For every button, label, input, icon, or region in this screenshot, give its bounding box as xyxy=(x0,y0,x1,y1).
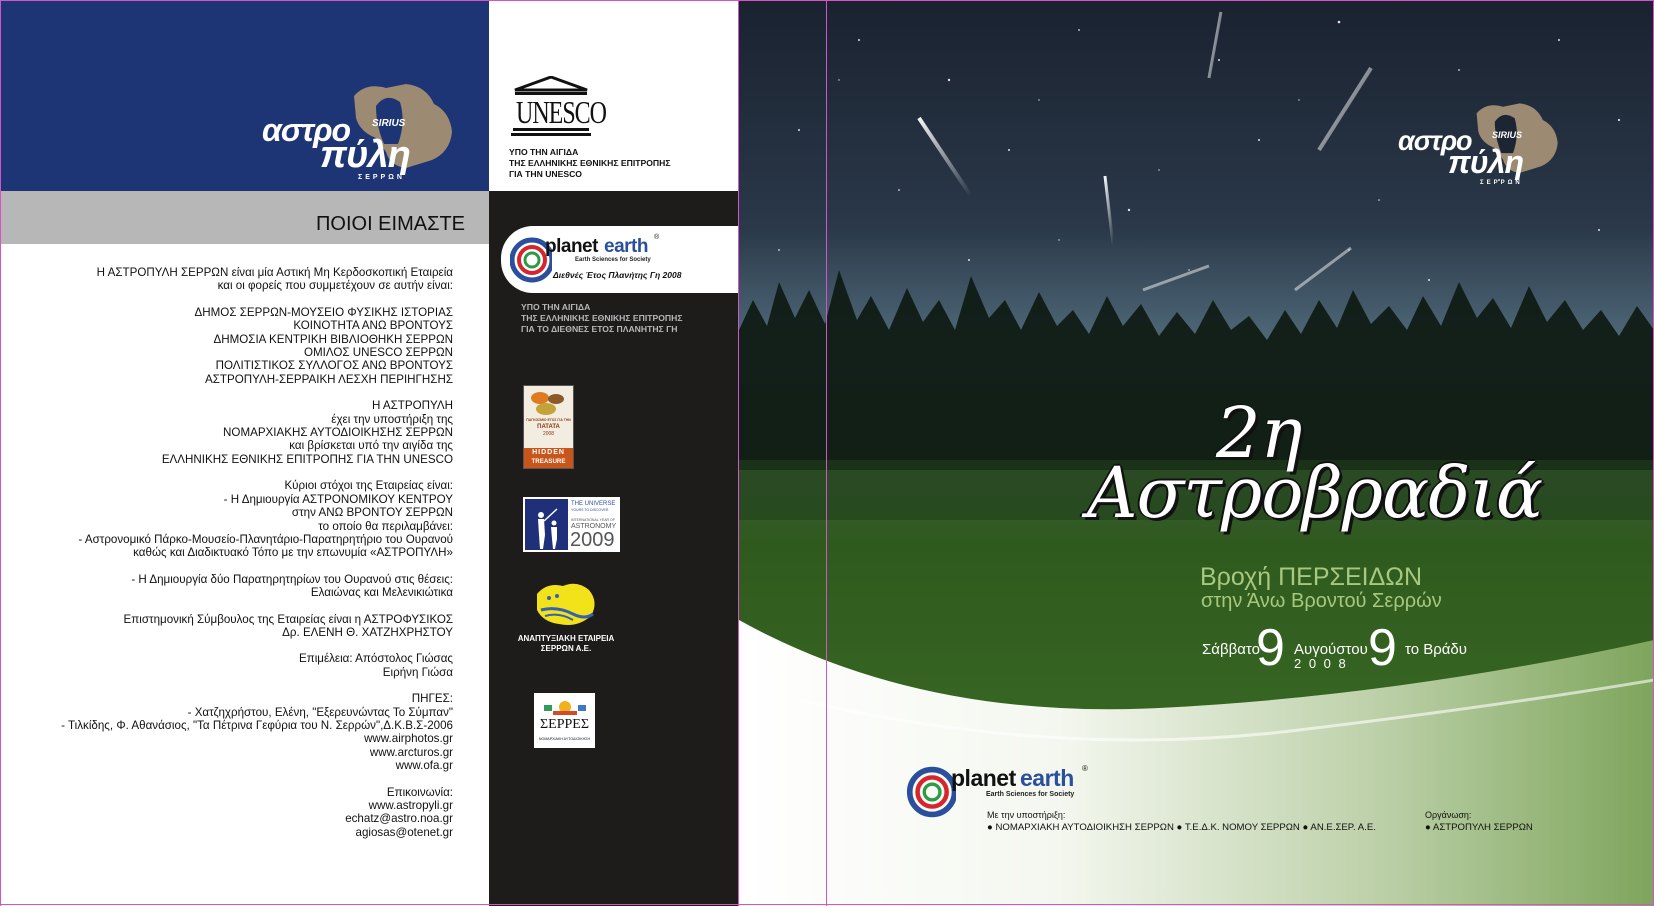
support-label: Με την υποστήριξη: xyxy=(987,810,1066,820)
organizer-label: Οργάνωση: xyxy=(1425,810,1472,820)
planetearth-reg: ® xyxy=(654,234,660,241)
development-company-caption: ΑΝΑΠΤΥΞΙΑΚΗ ΕΤΑΙΡΕΙΑ ΣΕΡΡΩΝ Α.Ε. xyxy=(517,634,615,653)
event-title-ordinal: 2η xyxy=(1216,392,1303,474)
organizer-name: ● ΑΣΤΡΟΠΥΛΗ ΣΕΡΡΩΝ xyxy=(1425,822,1533,833)
potato-treasure: TREASURE xyxy=(531,458,566,465)
logo-star-label: SIRIUS xyxy=(372,118,406,129)
planetearth-card xyxy=(501,226,738,293)
iya-line2: YOURS TO DISCOVER xyxy=(571,508,609,512)
event-location: στην Άνω Βροντού Σερρών xyxy=(1201,590,1442,612)
potato-year-logo xyxy=(523,385,574,469)
contact-paragraph: Επικοινωνία: www.astropyli.gr echatz@astro.noa.gr agiosas@otenet.gr xyxy=(345,785,453,839)
about-text-block xyxy=(0,266,453,852)
who-we-are-heading: ΠΟΙΟΙ ΕΙΜΑΣΤΕ xyxy=(315,213,465,235)
iya-line3: INTERNATIONAL YEAR OF xyxy=(571,518,615,522)
about-paragraph: Επιμέλεια: Απόστολος Γιώσας Ειρήνη Γιώσα xyxy=(298,652,453,679)
astropyli-logo-cover xyxy=(1398,100,1568,190)
planetearth-rings-icon xyxy=(906,764,956,820)
potato-hidden: HIDDEN xyxy=(532,449,565,456)
planetearth-word2: earth xyxy=(604,236,648,257)
unesco-caption: ΥΠΟ ΤΗΝ ΑΙΓΙΔΑ ΤΗΣ ΕΛΛΗΝΙΚΗΣ ΕΘΝΙΚΗΣ ΕΠΙΤΡΟΠΗΣ ΓΙΑ ΤΗΝ UNESCO xyxy=(509,147,671,179)
iya-line1: THE UNIVERSE xyxy=(571,501,616,507)
planetearth-caption: ΥΠΟ ΤΗΝ ΑΙΓΙΔΑ ΤΗΣ ΕΛΛΗΝΙΚΗΣ ΕΘΝΙΚΗΣ ΕΠΙΤΡΟΠΗΣ ΓΙΑ ΤΟ ΔΙΕΘΝΕΣ ΕΤΟΣ ΠΛΑΝΗΤΗΣ ΓΗ xyxy=(521,302,683,334)
about-paragraph: ΔΗΜΟΣ ΣΕΡΡΩΝ-ΜΟΥΣΕΙΟ ΦΥΣΙΚΗΣ ΙΣΤΟΡΙΑΣ ΚΟΙΝΟΤΗΤΑ ΑΝΩ ΒΡΟΝΤΟΥΣ ΔΗΜΟΣΙΑ ΚΕΝΤΡΙΚΗ ΒΙΒΛΙΟΘΗΚΗ ΣΕΡΡΩΝ ΟΜΙΛΟΣ UNESCO ΣΕΡΡΩΝ ΠΟΛΙΤΙΣΤΙΚΟΣ ΣΥΛΛΟΓΟΣ ΑΝΩ ΒΡΟΝΤΟΥΣ ΑΣΤΡΟΠΥΛΗ-ΣΕΡΡΑΙΚΗ ΛΕΣΧΗ ΠΕΡΙΗΓΗΣΗΣ xyxy=(194,305,453,386)
event-title: Αστροβραδιά xyxy=(1087,452,1543,534)
logo-word-pyli: πύλη xyxy=(320,134,410,176)
logo-sub-serron: ΣΕΡΡΩΝ xyxy=(358,174,405,181)
iya-year: 2009 xyxy=(570,529,615,551)
planetearth-tagline: Earth Sciences for Society xyxy=(575,257,651,263)
about-paragraph: Κύριοι στόχοι της Εταιρείας είναι: - Η Δημιουργία ΑΣΤΡΟΝΟΜΙΚΟΥ ΚΕΝΤΡΟΥ στην ΑΝΩ ΒΡΟΝΤΟΥ ΣΕΡΡΩΝ το οποίο θα περιλαμβάνει: - Αστρονομικό Πάρκο-Μουσείο-Πλανητάριο-Παρατηρητήριο του Ουρανού καθώς και Διαδικτυακό Τόπο με την επωνυμία «ΑΣΤΡΟΠΥΛΗ» xyxy=(78,479,453,560)
trim-line-fold xyxy=(738,0,739,906)
serres-sub: ΝΟΜΑΡΧΙΑΚΗ ΑΥΤΟΔΙΟΙΚΗΣΗ xyxy=(538,737,591,741)
potato-top-label: ΠΑΓΚΟΣΜΙΟ ΕΤΟΣ ΓΙΑ ΤΗΝ xyxy=(526,418,571,422)
date-day-number: 9 xyxy=(1256,619,1285,677)
potato-icon xyxy=(528,390,568,416)
planetearth-tagline: Earth Sciences for Society xyxy=(986,791,1075,798)
potato-year: 2008 xyxy=(542,431,555,437)
logo-star-label: SIRIUS xyxy=(1492,130,1523,140)
event-subtitle: Βροχή ΠΕΡΣΕΙΔΩΝ xyxy=(1200,563,1423,591)
date-year: 2 0 0 8 xyxy=(1294,656,1348,671)
date-time-suffix: το Βράδυ xyxy=(1405,641,1467,658)
serres-emblem-icon xyxy=(544,697,586,717)
planetearth-word1: planet xyxy=(545,236,598,257)
planetearth-greek-label: Διεθνές Έτος Πλανήτης Γη 2008 xyxy=(553,270,682,280)
planetearth-reg: ® xyxy=(1082,764,1088,773)
date-month: Αυγούστου xyxy=(1294,641,1368,658)
planetearth-word1: planet xyxy=(951,765,1016,791)
about-paragraph: Η ΑΣΤΡΟΠΥΛΗ έχει την υποστήριξη της ΝΟΜΑΡΧΙΑΚΗΣ ΑΥΤΟΔΙΟΙΚΗΣΗΣ ΣΕΡΡΩΝ και βρίσκεται υπό την αιγίδα της ΕΛΛΗΝΙΚΗΣ ΕΘΝΙΚΗΣ ΕΠΙΤΡΟΠΗΣ ΓΙΑ ΤΗΝ UNESCO xyxy=(161,399,453,466)
development-company-logo xyxy=(533,580,599,630)
potato-word: ΠΑΤΑΤΑ xyxy=(537,424,560,430)
astronomy-2009-logo xyxy=(523,497,620,552)
trim-line-left xyxy=(0,0,1,906)
planetearth-word2: earth xyxy=(1020,765,1074,791)
logo-word-astro: αστρο xyxy=(262,112,351,148)
support-list: ● ΝΟΜΑΡΧΙΑΚΗ ΑΥΤΟΔΙΟΙΚΗΣΗ ΣΕΡΡΩΝ ● Τ.Ε.Δ.Κ. ΝΟΜΟΥ ΣΕΡΡΩΝ ● ΑΝ.Ε.ΣΕΡ. Α.Ε. xyxy=(987,822,1376,833)
about-paragraph: - Η Δημιουργία δύο Παρατηρητηρίων του Ουρανού στις θέσεις: Ελαιώνας και Μελενικιώτικα xyxy=(131,572,453,600)
date-hour: 9 xyxy=(1368,619,1397,677)
trim-line-spine xyxy=(826,0,827,906)
logo-word-pyli: πύλη xyxy=(1448,144,1524,180)
trim-line-top xyxy=(0,0,1654,1)
unesco-word: UNESCO xyxy=(516,97,607,131)
logo-word-astro: αστρο xyxy=(1398,126,1472,156)
serres-word: ΣΕΡΡΕΣ xyxy=(540,717,589,732)
logo-sub-serron: ΣΕΡΡΩΝ xyxy=(1480,180,1523,186)
about-paragraph: Η ΑΣΤΡΟΠΥΛΗ ΣΕΡΡΩΝ είναι μία Αστική Μη Κερδοσκοπική Εταιρεία και οι φορείς που συμμετέχουν σε αυτήν είναι: xyxy=(96,266,453,293)
about-paragraph: Επιστημονική Σύμβουλος της Εταιρείας είναι η ΑΣΤΡΟΦΥΣΙΚΟΣ Δρ. ΕΛΕΝΗ Θ. ΧΑΤΖΗΧΡΗΣΤΟΥ xyxy=(123,612,453,639)
astropyli-logo-left xyxy=(262,82,462,182)
iya-line4: ASTRONOMY xyxy=(571,523,617,530)
stargazers-icon xyxy=(531,507,563,549)
unesco-logo xyxy=(511,76,607,142)
date-day-name: Σάββατο xyxy=(1202,641,1260,658)
serres-prefecture-logo xyxy=(534,693,595,748)
trim-line-bottom xyxy=(0,904,1654,905)
sources-paragraph: ΠΗΓΕΣ: - Χατζηχρήστου, Ελένη, "Εξερευνώντας Το Σύμπαν" - Τιλκίδης, Φ. Αθανάσιος, "Τα Πέτρινα Γεφύρια του Ν. Σερρών",Δ.Κ.Β.Σ-2006 www.airphotos.gr www.arcturos.gr www.ofa.gr xyxy=(61,692,453,773)
